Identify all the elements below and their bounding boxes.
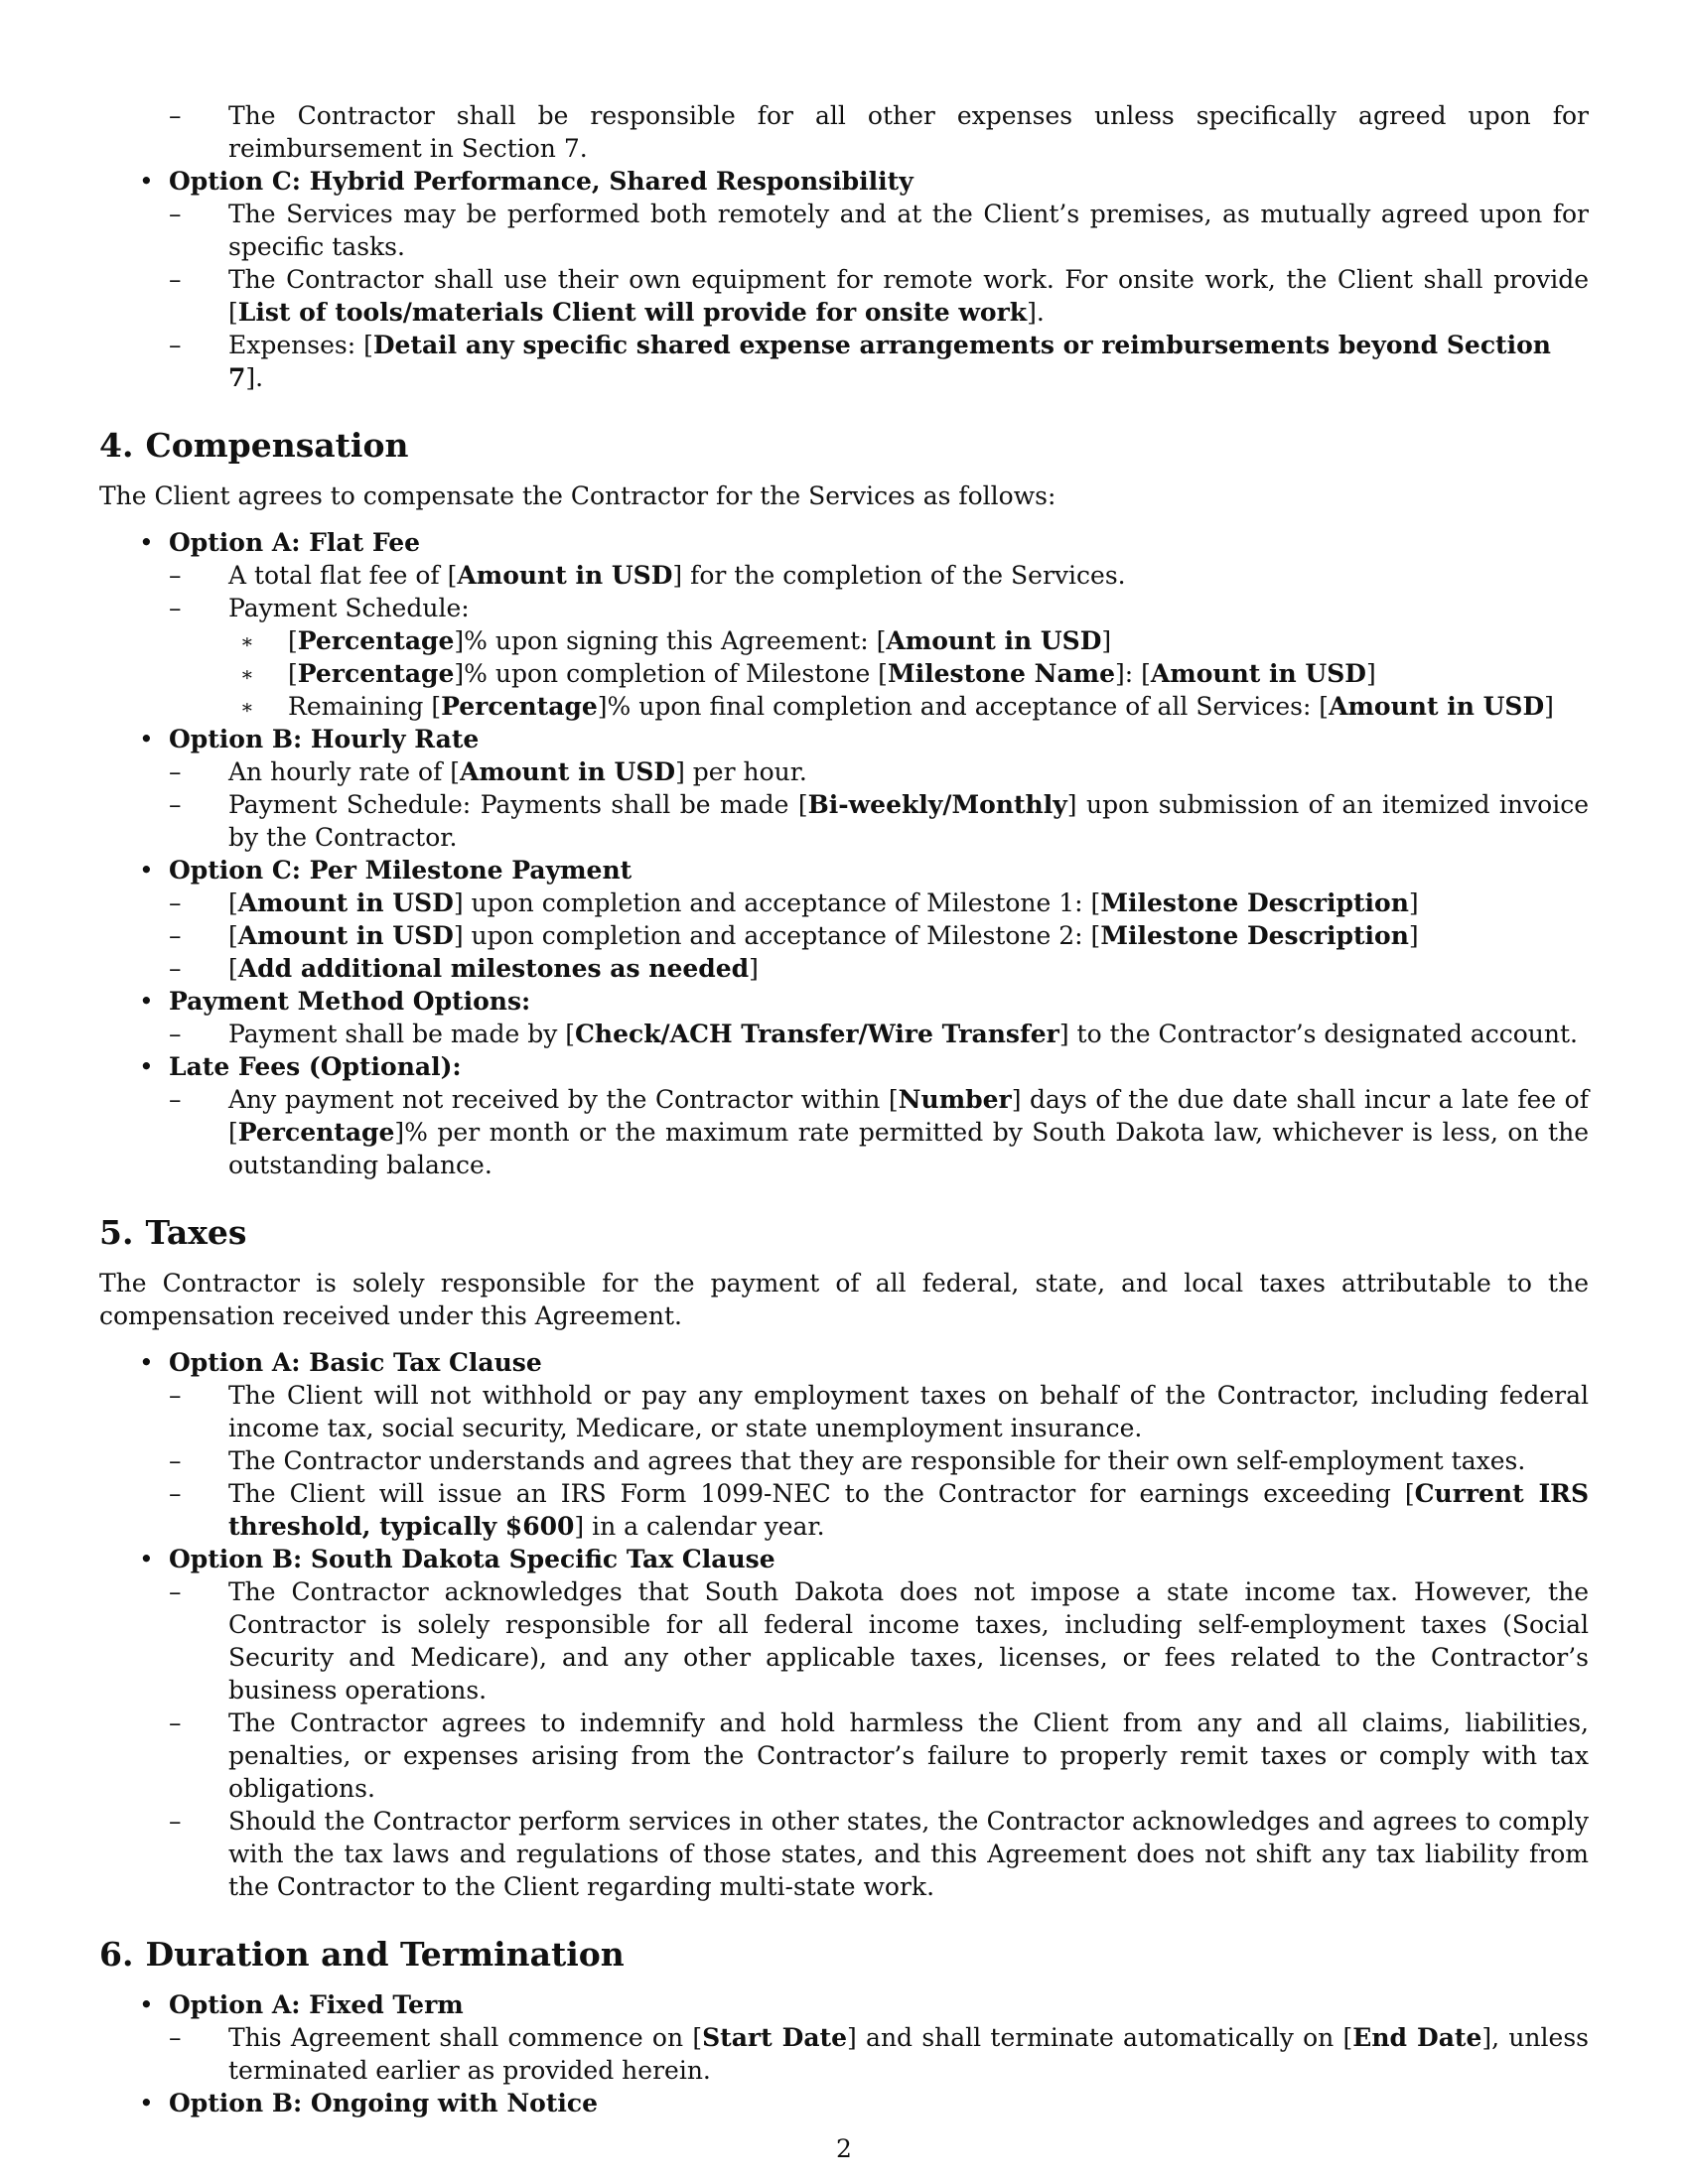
list-item: – The Client will not withhold or pay any employment taxes on behalf of the Contractor, including federal income tax, social security, Medicare, or state unemployment insurance. <box>169 1381 1589 1442</box>
option-a-item: • Option A: Fixed Term – This Agreement shall commence on [Start Date] and shall terminate automatically on [End Date], unless terminated earlier as provided herein. <box>139 1990 1589 2085</box>
bullet-marker: • <box>139 167 154 196</box>
list-item: – The Contractor shall use their own equipment for remote work. For onsite work, the Client shall provide [List of tools/materials Client will provide for onsite work]. <box>169 265 1589 327</box>
taxes-options-list <box>99 1346 1589 1903</box>
list-item: – The Contractor shall be responsible for all other expenses unless specifically agreed upon for reimbursement in Section 7. <box>169 101 1589 163</box>
list-item: – A total flat fee of [Amount in USD] for the completion of the Services. <box>169 561 1126 590</box>
payment-method-item: • Payment Method Options: – Payment shall be made by [Check/ACH Transfer/Wire Transfer] to the Contractor’s designated account. <box>99 985 1589 1050</box>
list-item: – [Amount in USD] upon completion and acceptance of Milestone 1: [Milestone Description] <box>169 888 1419 917</box>
option-title: Option C: Hybrid Performance, Shared Responsibility <box>169 167 914 196</box>
option-c-item <box>99 165 1589 394</box>
dash-marker: – <box>169 101 182 130</box>
section-heading-duration: 6. Duration and Termination <box>99 1935 625 1974</box>
list-item: – This Agreement shall commence on [Start Date] and shall terminate automatically on [End Date], unless terminated earlier as provided herein. <box>169 2023 1589 2085</box>
list-item: – The Contractor agrees to indemnify and hold harmless the Client from any and all claims, liabilities, penalties, or expenses arising from the Contractor’s failure to properly remit taxes or comply with tax obligations. <box>169 1708 1589 1803</box>
list-item: – Expenses: [Detail any specific shared expense arrangements or reimbursements beyond Section 7]. <box>169 331 1551 392</box>
section3-options-list <box>99 165 1589 394</box>
section3-continuation-list <box>99 99 1589 165</box>
duration-options-list <box>99 1988 1589 2119</box>
document-page <box>99 99 1589 2119</box>
list-item: – Payment Schedule: Payments shall be made [Bi-weekly/Monthly] upon submission of an itemized invoice by the Contractor. <box>169 790 1590 852</box>
list-item: – The Contractor understands and agrees that they are responsible for their own self-employment taxes. <box>169 1446 1526 1475</box>
list-item: – Payment Schedule: ∗ [Percentage]% upon signing this Agreement: [Amount in USD] ∗ [Percentage]% upon completion of Milestone [Milestone Name]: [Amount in USD] ∗ Remaining [Percentage]% upon final completion and acceptance of all Services: [Amount in USD] <box>169 592 1589 723</box>
option-b-item: • Option B: South Dakota Specific Tax Clause – The Contractor acknowledges that South Dakota does not impose a state income tax. However, the Contractor is solely responsible for all federal income taxes, including self-employment taxes (Social Security and Medicare), and any other applicable taxes, licenses, or fees related to the Contractor’s business operations. – The Contractor agrees to indemnify and hold harmless the Client from any and all claims, liabilities, penalties, or expenses arising from the Contractor’s failure to properly remit taxes or comply with tax obligations. – Should the Contractor perform services in other states, the Contractor acknowledges and agrees to comply with the tax laws and regulations of those states, and this Agreement does not shift any tax liability from the Contractor to the Client regarding multi-state work. <box>139 1545 1589 1901</box>
list-item: – Payment shall be made by [Check/ACH Transfer/Wire Transfer] to the Contractor’s designated account. <box>169 1020 1578 1048</box>
list-item: ∗ [Percentage]% upon signing this Agreement: [Amount in USD] <box>240 626 1112 655</box>
option-a-item: • Option A: Flat Fee – A total flat fee of [Amount in USD] for the completion of the Services. – Payment Schedule: ∗ [Percentage]% upon signing this Agreement: [Amount in USD] ∗ [Percentage]% upon completion of Milestone [Milestone Name]: [Amount in USD] ∗ Remaining [Percentage]% upon final completion and acceptance of all Services: [Amount in USD] <box>99 526 1589 723</box>
list-item: – The Contractor acknowledges that South Dakota does not impose a state income tax. However, the Contractor is solely responsible for all federal income taxes, including self-employment taxes (Social Security and Medicare), and any other applicable taxes, licenses, or fees related to the Contractor’s business operations. <box>169 1577 1589 1705</box>
list-item: – Any payment not received by the Contractor within [Number] days of the due date shall incur a late fee of [Percentage]% per month or the maximum rate permitted by South Dakota law, whichever is less, on the outstanding balance. <box>169 1085 1589 1179</box>
late-fees-item: • Late Fees (Optional): – Any payment not received by the Contractor within [Number] days of the due date shall incur a late fee of [Percentage]% per month or the maximum rate permitted by South Dakota law, whichever is less, on the outstanding balance. <box>139 1052 1589 1179</box>
compensation-options-list <box>99 526 1589 1181</box>
list-item: ∗ Remaining [Percentage]% upon final completion and acceptance of all Services: [Amount in USD] <box>240 692 1554 721</box>
option-b-item: • Option B: Ongoing with Notice <box>139 2089 599 2117</box>
option-a-item: • Option A: Basic Tax Clause – The Client will not withhold or pay any employment taxes on behalf of the Contractor, including federal income tax, social security, Medicare, or state unemployment insurance. – The Contractor understands and agrees that they are responsible for their own self-employment taxes. – The Client will issue an IRS Form 1099-NEC to the Contractor for earnings exceeding [Current IRS threshold, typically $600] in a calendar year. <box>139 1348 1590 1541</box>
list-item: – The Services may be performed both remotely and at the Client’s premises, as mutually agreed upon for specific tasks. <box>169 200 1589 261</box>
list-item: – [Add additional milestones as needed] <box>169 954 759 983</box>
option-b-item: • Option B: Hourly Rate – An hourly rate of [Amount in USD] per hour. – Payment Schedule: Payments shall be made [Bi-weekly/Monthly] upon submission of an itemized invoice by the Contractor. <box>139 725 1590 852</box>
list-item: – Should the Contractor perform services in other states, the Contractor acknowledges and agrees to comply with the tax laws and regulations of those states, and this Agreement does not shift any tax liability from the Contractor to the Client regarding multi-state work. <box>169 1807 1589 1901</box>
section-intro: The Contractor is solely responsible for the payment of all federal, state, and local taxes attributable to the compensation received under this Agreement. <box>99 1269 1589 1330</box>
section-heading-taxes: 5. Taxes <box>99 1213 247 1252</box>
list-item: – The Client will issue an IRS Form 1099-NEC to the Contractor for earnings exceeding [Current IRS threshold, typically $600] in a calendar year. <box>169 1479 1590 1541</box>
option-c-item: • Option C: Per Milestone Payment – [Amount in USD] upon completion and acceptance of Milestone 1: [Milestone Description] – [Amount in USD] upon completion and acceptance of Milestone 2: [Milestone Description] – [Add additional milestones as needed] <box>99 854 1589 985</box>
list-item: – An hourly rate of [Amount in USD] per hour. <box>169 757 807 786</box>
page-number: 2 <box>836 2134 852 2163</box>
section-heading-compensation: 4. Compensation <box>99 426 409 465</box>
section-intro: The Client agrees to compensate the Contractor for the Services as follows: <box>99 481 1056 510</box>
list-item: – [Amount in USD] upon completion and acceptance of Milestone 2: [Milestone Description] <box>169 921 1419 950</box>
list-item: ∗ [Percentage]% upon completion of Milestone [Milestone Name]: [Amount in USD] <box>240 659 1376 688</box>
